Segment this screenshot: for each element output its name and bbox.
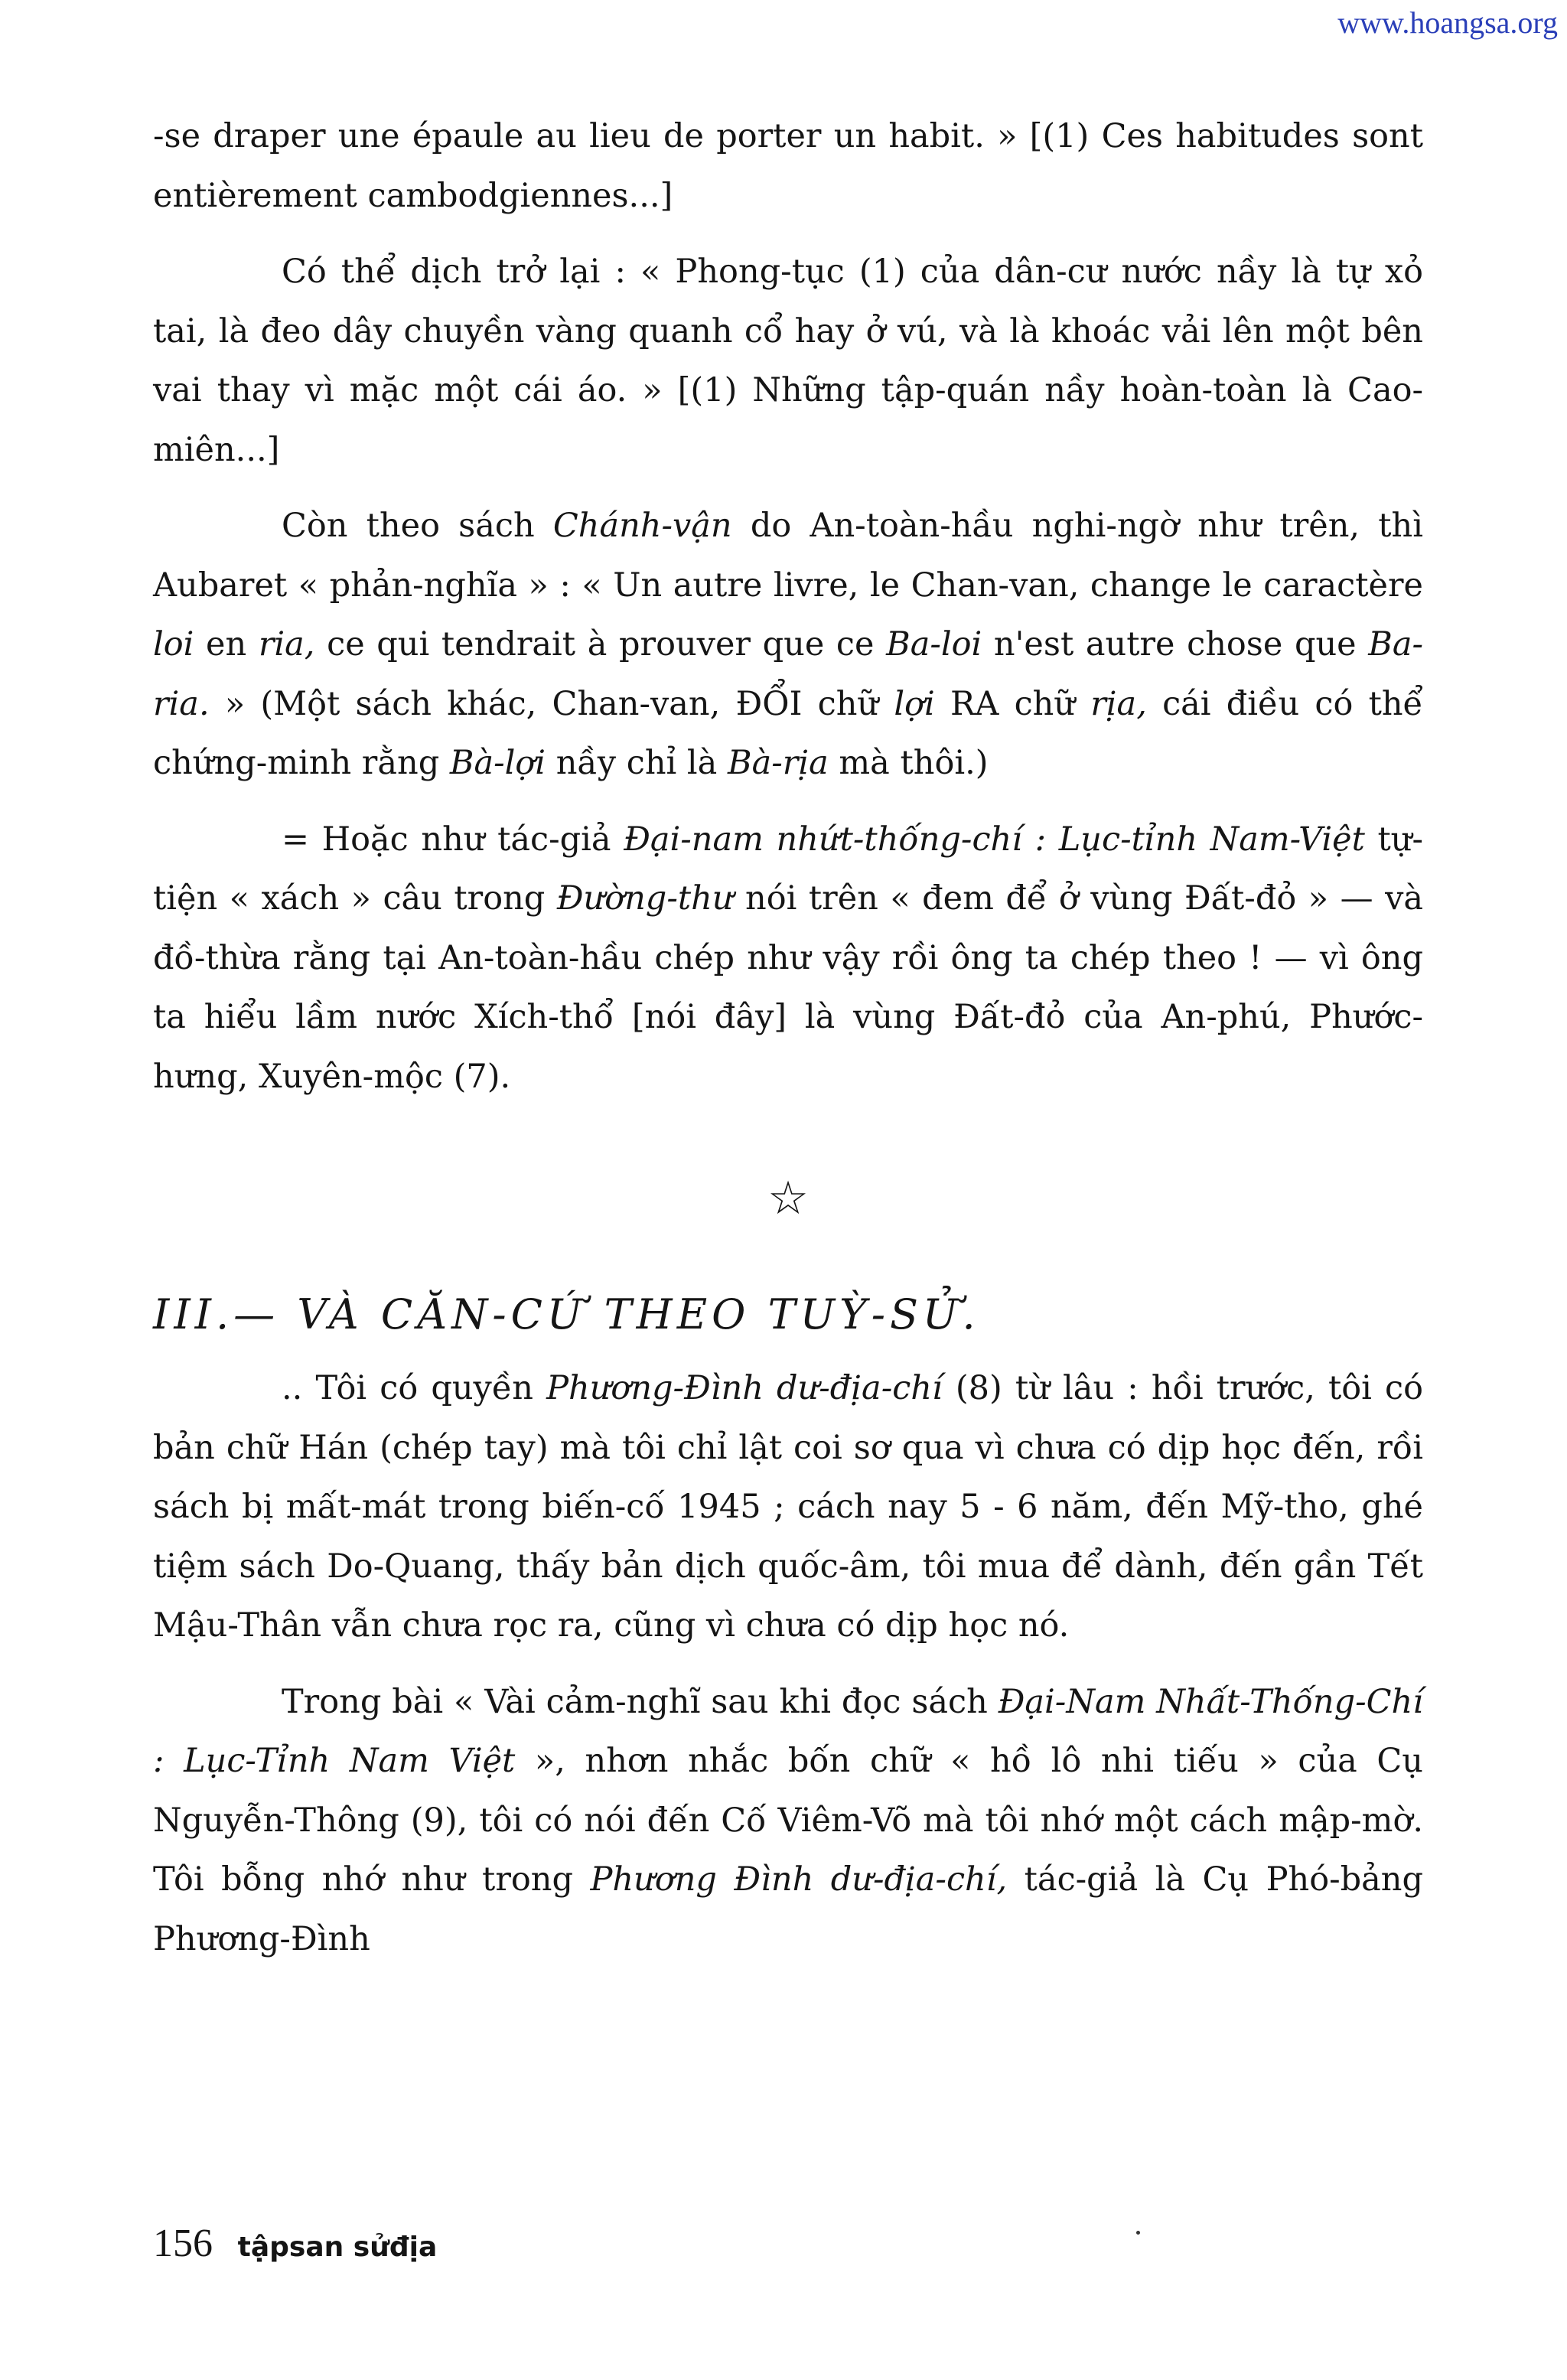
text-run: » (Một sách khác, Chan-van, ĐỔI chữ [209,684,894,723]
italic-run: ria, [258,625,315,663]
italic-run: Đại-nam nhứt-thống-chí : Lục-tỉnh Nam-Việt [624,820,1365,859]
text-run: nói trên « đem để ở vùng Đất-đỏ » — và đồ-thừa rằng tại An-toàn-hầu chép như vậy rồi ông ta chép theo ! — vì ông ta hiểu lầm nước Xích-thổ [nói đây] là vùng Đất-đỏ của An-phú, Phước-hưng, Xuyên-mộc (7). [153,879,1423,1096]
italic-run: Phương-Đình dư-địa-chí [546,1369,943,1407]
italic-run: Ba-ria. [153,625,1424,723]
italic-run: Phương Đình dư-địa-chí, [590,1860,1008,1899]
text-run: = Hoặc như tác-giả [282,820,624,859]
text-run: mà thôi.) [828,744,989,782]
text-run: Trong bài « Vài cảm-nghĩ sau khi đọc sách [282,1682,999,1721]
text-run: cái điều có thể chứng-minh rằng [153,684,1423,782]
text-run: ce qui tendrait à prouver que ce [314,625,887,663]
text-run: -se draper une épaule au lieu de porter un habit. » [(1) Ces habitudes sont entièrement cambodgiennes...] [153,117,1423,215]
page-number: 156 [153,2222,213,2265]
text-run: Còn theo sách [282,507,553,545]
text-run: n'est autre chose que [982,625,1369,663]
paragraph-cam-nghi [153,1673,1423,1970]
text-run: RA chữ [934,684,1091,723]
paragraph-french-quote [153,107,1423,226]
text-run: Có thể dịch trở lại : « Phong-tục (1) của dân-cư nước nầy là tự xỏ tai, là đeo dây chuyền vàng quanh cổ hay ở vú, và là khoác vải lên một bên vai thay vì mặc một cái áo. » [(1) Những tập-quán nầy hoàn-toàn là Cao-miên...] [153,253,1423,469]
ink-speck [1136,2231,1140,2235]
italic-run: Bà-rịa [728,744,829,782]
italic-run: Ba-loi [886,625,982,663]
paragraph-phuong-dinh [153,1359,1423,1656]
text-run: (8) từ lâu : hồi trước, tôi có bản chữ Hán (chép tay) mà tôi chỉ lật coi sơ qua vì chưa có dịp học đến, rồi sách bị mất-mát trong biến-cố 1945 ; cách nay 5 - 6 năm, đến Mỹ-tho, ghé tiệm sách Do-Quang, thấy bản dịch quốc-âm, tôi mua để dành, đến gần Tết Mậu-Thân vẫn chưa rọc ra, cũng vì chưa có dịp học nó. [153,1369,1423,1645]
journal-name: tậpsan sửđịa [237,2232,438,2263]
italic-run: loi [153,625,194,663]
italic-run: Chánh-vận [552,507,732,545]
italic-run: Đại-Nam Nhất-Thống-Chí : Lục-Tỉnh Nam Việt [153,1682,1423,1780]
paragraph-translation [153,243,1423,480]
text-run: », nhơn nhắc bốn chữ « hồ lô nhi tiếu » của Cụ Nguyễn-Thông (9), tôi có nói đến Cố Viêm-Võ mà tôi nhớ một cách mập-mờ. Tôi bỗng nhớ như trong [153,1742,1423,1899]
italic-run: lợi [894,684,935,723]
text-run: tác-giả là Cụ Phó-bảng Phương-Đình [153,1860,1423,1958]
paragraph-dai-nam [153,810,1423,1107]
page-body [153,107,1423,1969]
text-run: tự-tiện « xách » câu trong [153,820,1424,918]
text-run: en [194,625,259,663]
section-heading: III.— VÀ CĂN-CỨ THEO TUỲ-SỬ. [153,1290,980,1338]
watermark: www.hoangsa.org [1337,5,1558,40]
text-run: do An-toàn-hầu nghi-ngờ như trên, thì Aubaret « phản-nghĩa » : « Un autre livre, le Chan-van, change le caractère [153,507,1423,605]
text-run: .. Tôi có quyền [282,1369,547,1407]
italic-run: Đường-thư [556,879,734,918]
text-run: nầy chỉ là [546,744,728,782]
paragraph-chanh-van [153,497,1423,794]
italic-run: rịa, [1090,684,1147,723]
section-separator-star: ☆ [767,1172,809,1225]
page-footer [153,2221,437,2266]
italic-run: Bà-lợi [449,744,546,782]
